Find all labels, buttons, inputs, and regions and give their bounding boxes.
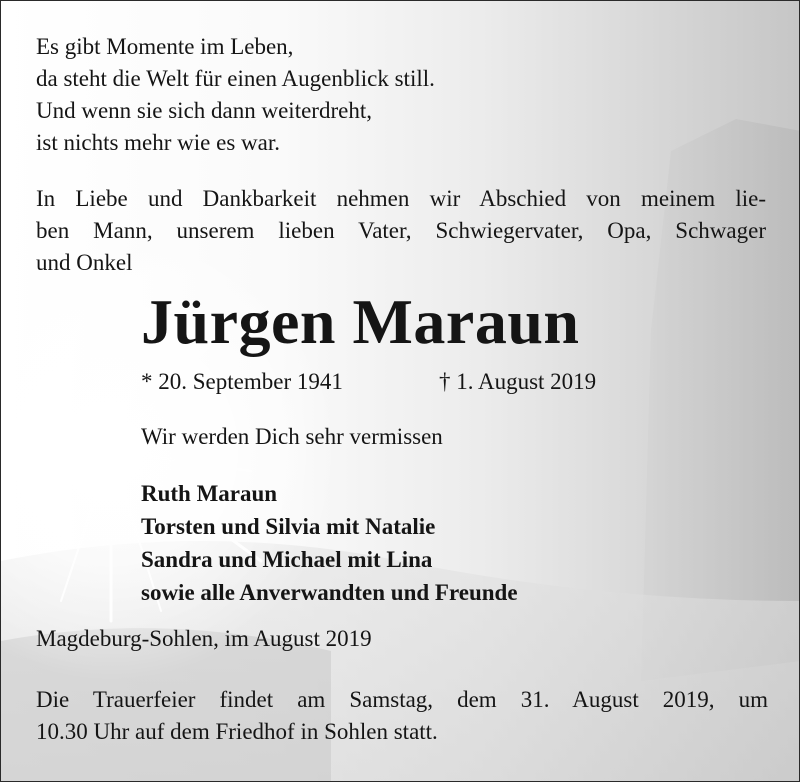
mourner-name: Sandra und Michael mit Lina xyxy=(141,547,433,572)
funeral-line: 10.30 Uhr auf dem Friedhof in Sohlen statt. xyxy=(36,719,438,744)
funeral-notice xyxy=(36,684,768,748)
deceased-name: Jürgen Maraun xyxy=(141,286,580,357)
funeral-line: Die Trauerfeier findet am Samstag, dem 31. August 2019, um xyxy=(36,687,768,712)
poem-line: ist nichts mehr wie es war. xyxy=(36,130,281,155)
intro-line: ben Mann, unserem lieben Vater, Schwiegervater, Opa, Schwager xyxy=(36,218,766,243)
poem xyxy=(36,31,435,159)
mourners-list xyxy=(141,477,518,609)
place-and-date: Magdeburg-Sohlen, im August 2019 xyxy=(36,626,372,651)
poem-line: Es gibt Momente im Leben, xyxy=(36,34,294,59)
death-date: † 1. August 2019 xyxy=(439,369,597,394)
farewell-intro xyxy=(36,183,766,279)
mourner-name: Ruth Maraun xyxy=(141,481,278,506)
intro-line: In Liebe und Dankbarkeit nehmen wir Abschied von meinem lie- xyxy=(36,186,766,211)
poem-line: Und wenn sie sich dann weiterdreht, xyxy=(36,98,372,123)
intro-line: und Onkel xyxy=(36,250,133,275)
poem-line: da steht die Welt für einen Augenblick still. xyxy=(36,66,435,91)
farewell-line: Wir werden Dich sehr vermissen xyxy=(141,424,443,449)
mourner-name: Torsten und Silvia mit Natalie xyxy=(141,514,436,539)
birth-date: * 20. September 1941 xyxy=(141,369,343,394)
mourner-name: sowie alle Anverwandten und Freunde xyxy=(141,580,518,605)
